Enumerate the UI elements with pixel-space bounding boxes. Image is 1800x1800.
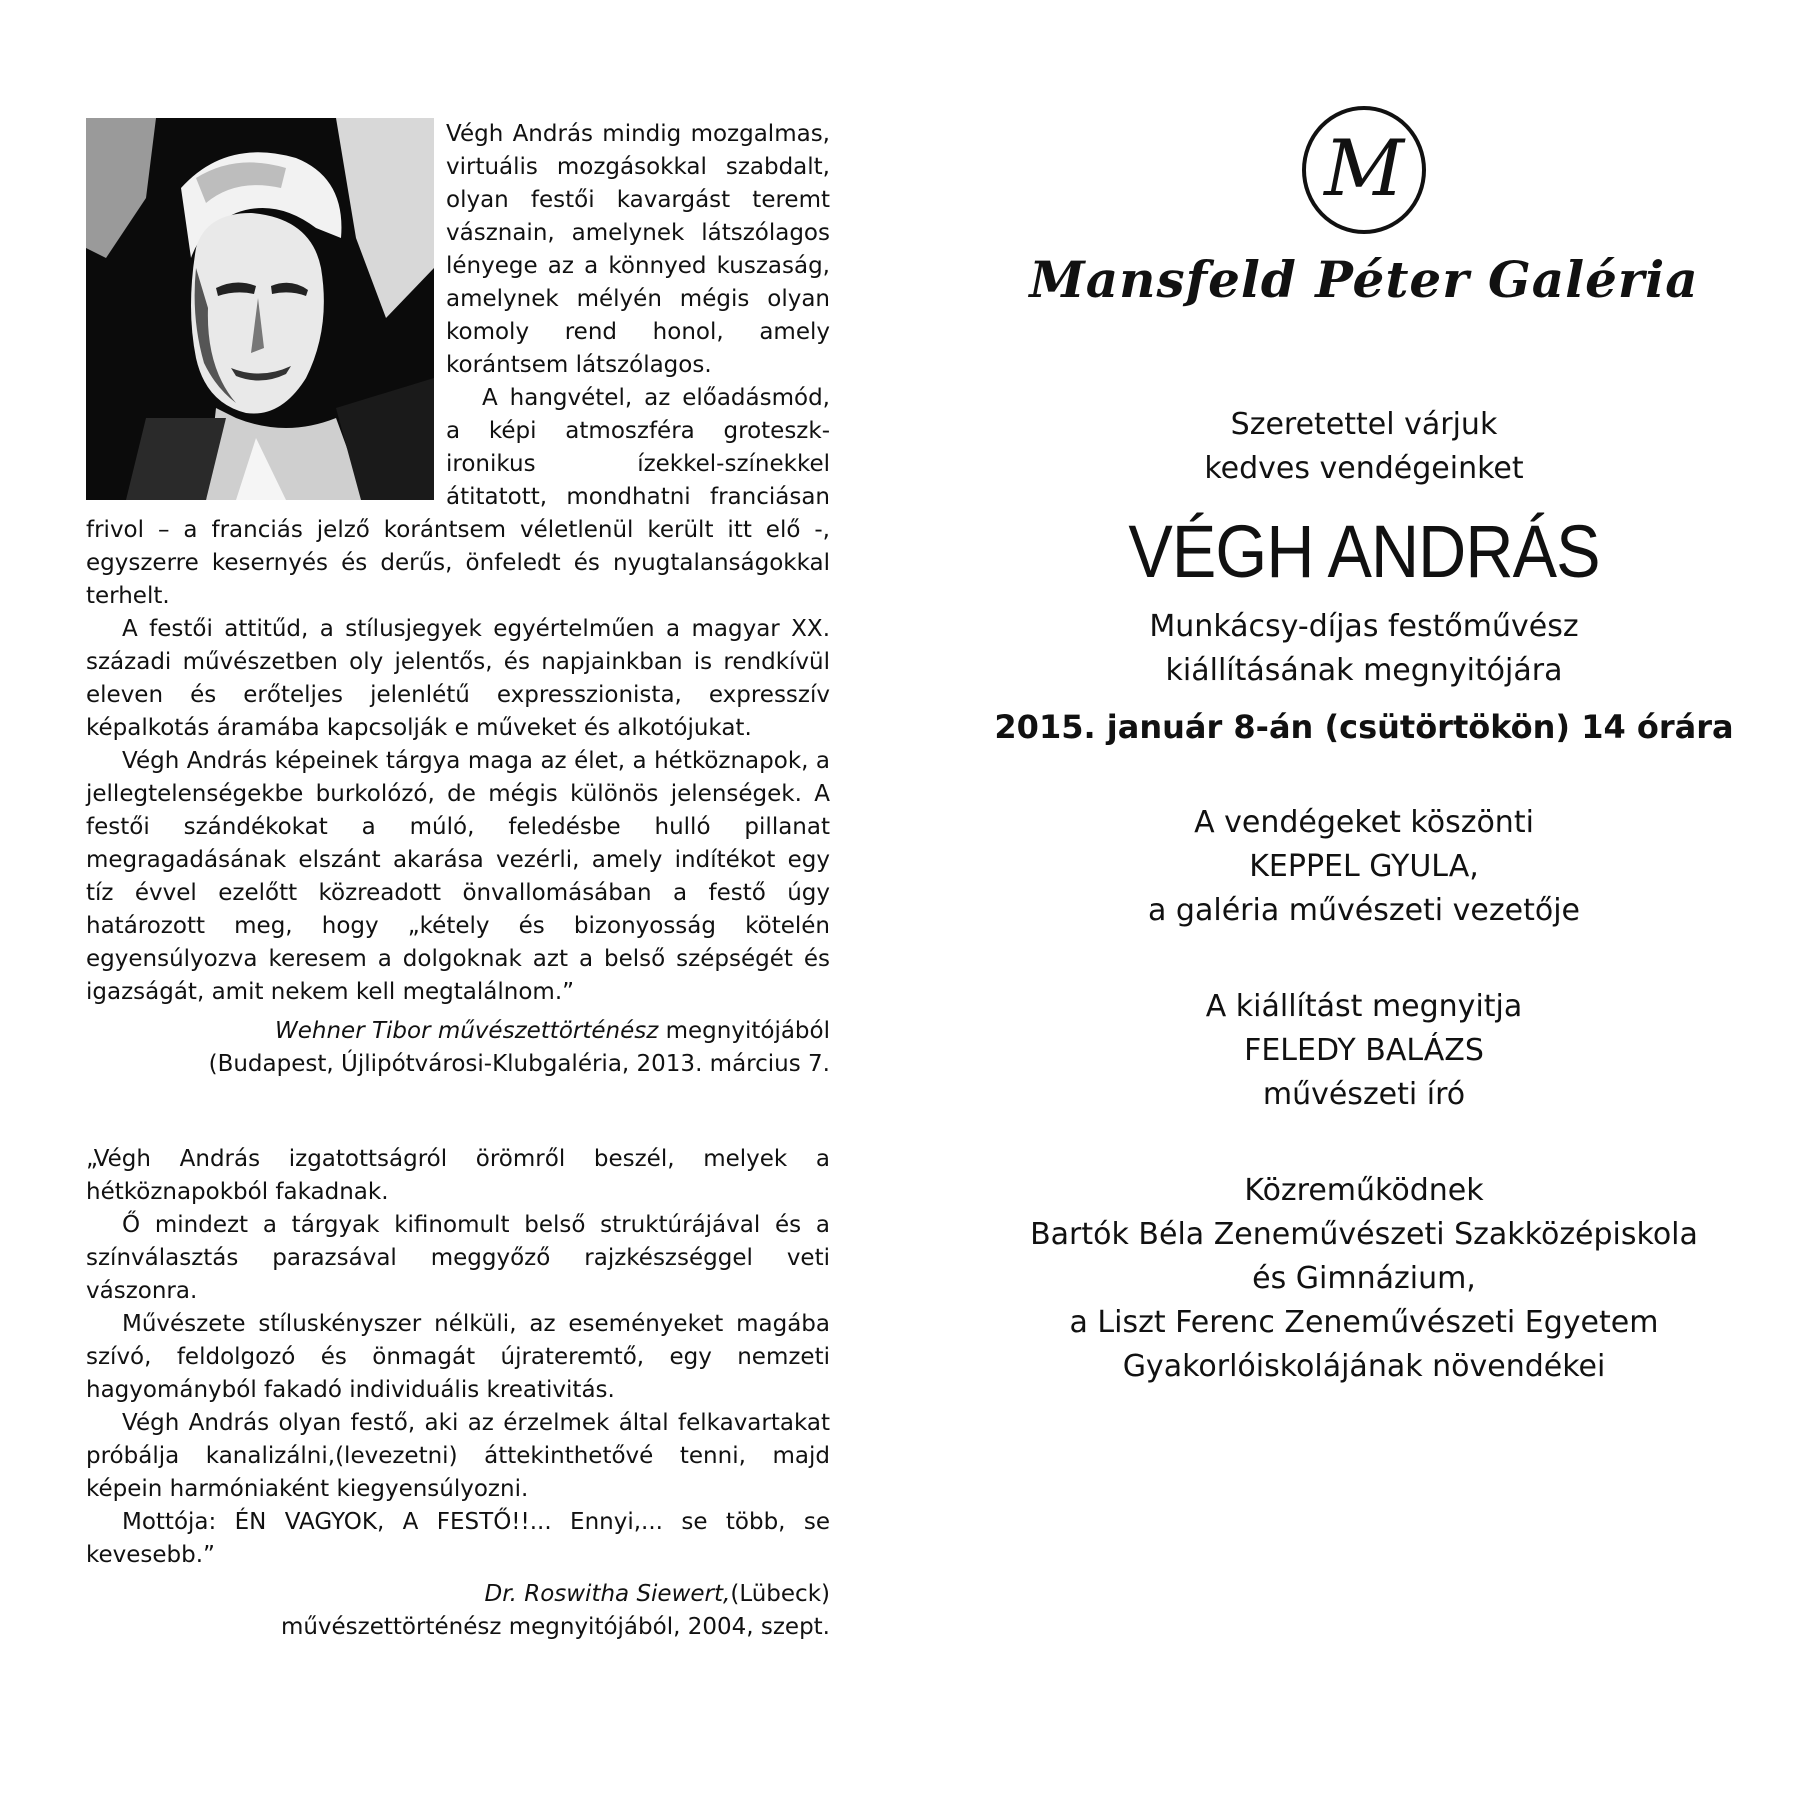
gallery-logo-icon [1294,100,1434,240]
greeting-line-2: KEPPEL GYULA, [1249,849,1479,884]
portrait-image [86,118,434,500]
right-column [984,100,1744,1389]
credit-wehner-name: Wehner Tibor művészettörténész [275,1018,659,1044]
quote-paragraph-2: Ő mindezt a tárgyak kifinomult belső struktúrájával és a színválasztás parazsával meggyőző rajzkészséggel veti vászonra. [86,1212,830,1304]
quote-paragraph-3: Művészete stíluskényszer nélküli, az eseményeket magába szívó, feldolgozó és önmagát újrateremtő, egy nemzeti hagyományból fakadó individuális kreativitás. [86,1311,830,1403]
gallery-name: Mansfeld Péter Galéria [1029,250,1699,309]
artist-name: VÉGH ANDRÁS [1128,510,1600,593]
greeting-line-3: a galéria művészeti vezetője [1148,893,1580,928]
contributors-line-4: a Liszt Ferenc Zeneművészeti Egyetem [1069,1305,1659,1340]
opening-line-2: FELEDY BALÁZS [1244,1033,1484,1068]
credit-siewert-name: Dr. Roswitha Siewert, [484,1581,731,1607]
greeting-line-1: A vendégeket köszönti [1194,805,1534,840]
credit-wehner [86,1015,830,1081]
credit-wehner-venue: (Budapest, Újlipótvárosi-Klubgaléria, 2013. március 7. [208,1051,830,1077]
event-date: 2015. január 8-án (csütörtökön) 14 órára [994,708,1734,746]
credit-wehner-source: megnyitójából [658,1018,830,1044]
artist-title-2: kiállításának megnyitójára [1165,653,1563,688]
left-column [86,118,830,1644]
article-paragraph-1: Végh András mindig mozgalmas, virtuális mozgásokkal szabdalt, olyan festői kavargást teremt vásznain, amelynek látszólagos lényege az a könnyed kuszaság, amelynek mélyén mégis olyan komoly rend honol, amely korántsem látszólagos. [446,121,830,378]
welcome-line-2: kedves vendégeinket [1204,451,1524,486]
welcome-line-1: Szeretettel várjuk [1230,407,1498,442]
quote-paragraph-5: Mottója: ÉN VAGYOK, A FESTŐ!!... Ennyi,... se több, se kevesebb.” [86,1509,830,1568]
quote-paragraph-4: Végh András olyan festő, aki az érzelmek által felkavartakat próbálja kanalizálni,(levezetni) áttekinthetővé tenni, majd képein harmóniaként kiegyensúlyozni. [86,1410,830,1502]
article-paragraph-2: A hangvétel, az előadásmód, a képi atmoszféra groteszk-ironikus ízekkel-színekkel átitatott, mondhatni franciásan frivol – a franciás jelző korántsem véletlenül került itt elő -, egyszerre kesernyés és derűs, önfeledt és nyugtalanságokkal terhelt. [86,385,830,609]
contributors-line-2: Bartók Béla Zeneművészeti Szakközépiskola [1030,1217,1698,1252]
contributors-line-5: Gyakorlóiskolájának növendékei [1122,1349,1606,1384]
opening-line-1: A kiállítást megnyitja [1205,989,1523,1024]
credit-siewert-source: művészettörténész megnyitójából, 2004, szept. [280,1614,830,1640]
logo-letter: M [1324,124,1404,214]
credit-siewert-city: (Lübeck) [730,1581,830,1607]
credit-siewert [86,1578,830,1644]
opening-line-3: művészeti író [1262,1077,1466,1112]
article-paragraph-3: A festői attitűd, a stílusjegyek egyértelműen a magyar XX. századi művészetben oly jelentős, és napjainkban is rendkívül eleven és erőteljes jelenlétű expresszionista, expresszív képalkotás áramába kapcsolják e műveket és alkotójukat. [86,616,830,741]
quote-paragraph-1: „Végh András izgatottságról örömről beszél, melyek a hétköznapokból fakadnak. [86,1146,830,1205]
artist-title-1: Munkácsy-díjas festőművész [1149,609,1579,644]
contributors-line-1: Közreműködnek [1244,1173,1484,1208]
contributors-line-3: és Gimnázium, [1252,1261,1476,1296]
artist-portrait [86,118,434,500]
article-paragraph-4: Végh András képeinek tárgya maga az élet, a hétköznapok, a jellegtelenségekbe burkolózó, de mégis különös jelenségek. A festői szándékokat a múló, feledésbe hulló pillanat megragadásának elszánt akarása vezérli, amely indítékot egy tíz évvel ezelőtt közreadott önvallomásában a festő úgy határozott meg, hogy „kétely és bizonyosság kötelén egyensúlyozva keresem a dolgoknak azt a belső szépségét és igazságát, amit nekem kell megtalálnom.” [86,748,830,1005]
